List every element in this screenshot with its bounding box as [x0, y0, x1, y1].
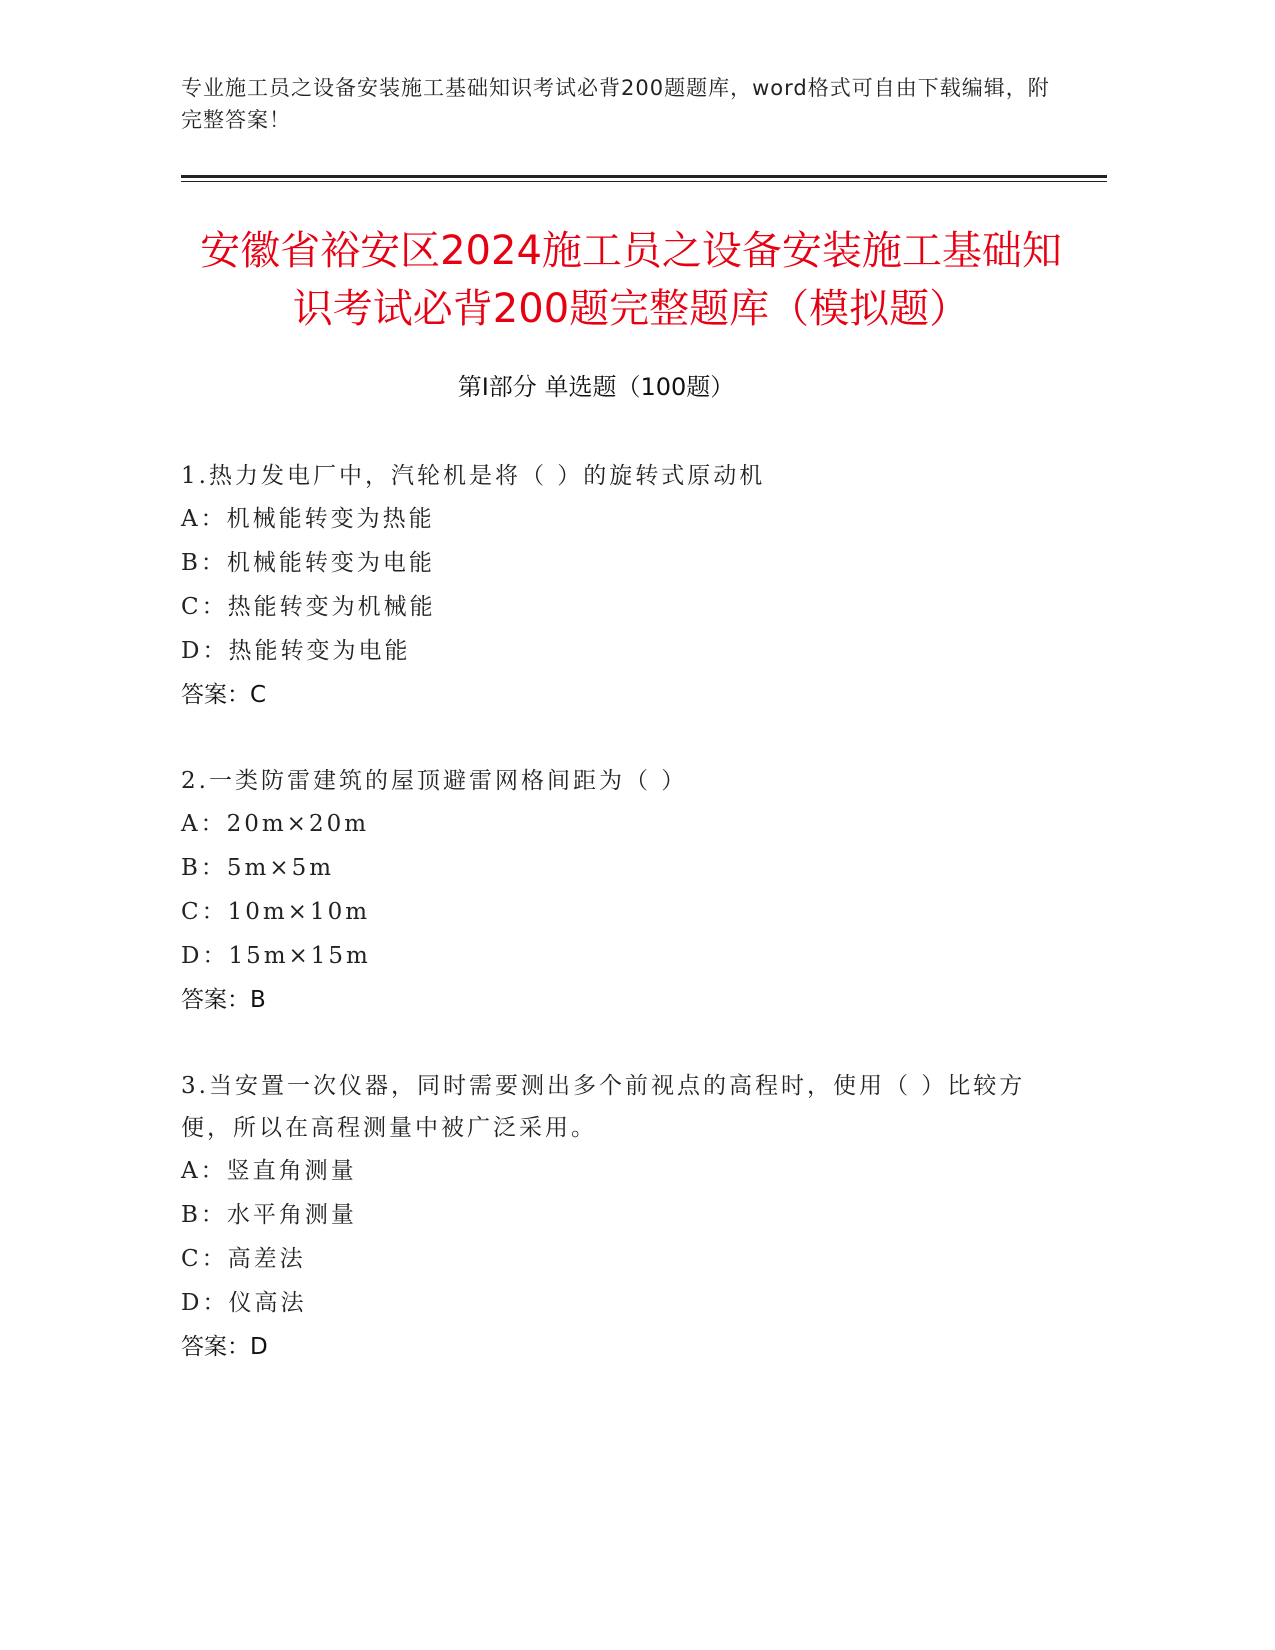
document-title: 安徽省裕安区2024施工员之设备安装施工基础知识考试必背200题完整题库（模拟题）: [200, 228, 1062, 332]
question-3: [181, 1065, 1041, 1369]
option-b: B：水平角测量: [181, 1202, 357, 1228]
answer: 答案：C: [181, 682, 267, 708]
question-1: [181, 455, 1041, 717]
option-a: A：20m×20m: [181, 811, 370, 837]
option-d: D：15m×15m: [181, 943, 371, 969]
question-stem: 1.热力发电厂中，汽轮机是将（ ）的旋转式原动机: [181, 463, 766, 489]
option-b: B：5m×5m: [181, 855, 335, 881]
question-2: [181, 760, 1041, 1022]
option-b: B：机械能转变为电能: [181, 550, 435, 576]
option-c: C：10m×10m: [181, 899, 371, 925]
answer: 答案：D: [181, 1334, 268, 1360]
section-heading: 第I部分 单选题（100题）: [457, 373, 735, 401]
option-a: A：机械能转变为热能: [181, 506, 435, 532]
option-d: D：热能转变为电能: [181, 638, 411, 664]
option-c: C：热能转变为机械能: [181, 594, 436, 620]
option-d: D：仪高法: [181, 1290, 307, 1316]
question-stem: 3.当安置一次仪器，同时需要测出多个前视点的高程时，使用（ ）比较方便，所以在高程测量中被广泛采用。: [181, 1073, 1026, 1141]
option-a: A：竖直角测量: [181, 1158, 357, 1184]
question-stem: 2.一类防雷建筑的屋顶避雷网格间距为（ ）: [181, 768, 688, 794]
option-c: C：高差法: [181, 1246, 306, 1272]
header-divider-thin: [181, 181, 1107, 182]
header-note: 专业施工员之设备安装施工基础知识考试必背200题题库，word格式可自由下载编辑，附完整答案！: [181, 76, 1050, 132]
header-divider-thick: [181, 175, 1107, 178]
answer: 答案：B: [181, 987, 266, 1013]
